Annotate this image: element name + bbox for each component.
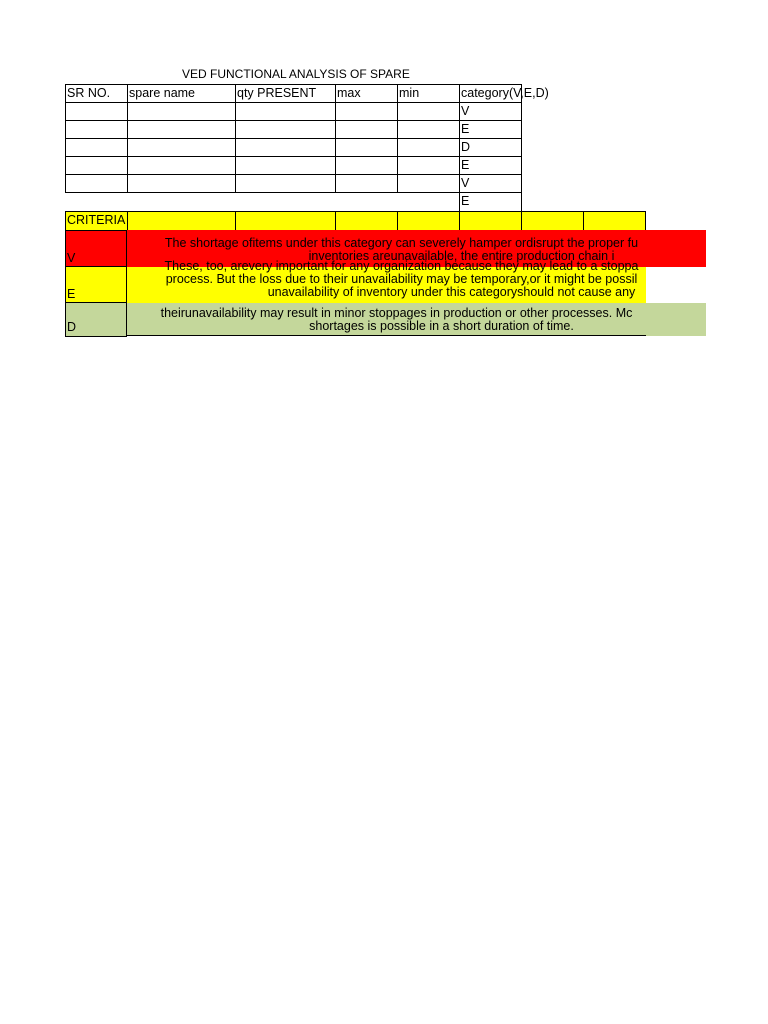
- table-cell[interactable]: [235, 120, 336, 139]
- criteria-v-line1: The shortage ofitems under this category can severely hamper ordisrupt the proper fu: [164, 236, 639, 250]
- table-cell[interactable]: [335, 120, 398, 139]
- criteria-cell[interactable]: [335, 211, 398, 231]
- table-cell[interactable]: [127, 102, 236, 121]
- category-cell[interactable]: E: [459, 120, 522, 139]
- header-sr-no[interactable]: SR NO.: [65, 84, 128, 103]
- criteria-d-letter: D: [67, 320, 77, 334]
- table-cell[interactable]: [65, 120, 128, 139]
- category-cell[interactable]: E: [459, 192, 522, 212]
- table-cell[interactable]: [235, 138, 336, 157]
- table-cell[interactable]: [65, 102, 128, 121]
- criteria-v-letter-cell[interactable]: [65, 230, 127, 267]
- criteria-e-letter-cell[interactable]: [65, 266, 127, 303]
- criteria-v-letter: V: [67, 251, 76, 265]
- table-cell[interactable]: [335, 138, 398, 157]
- table-cell[interactable]: [127, 174, 236, 193]
- criteria-e-line2: unavailability of inventory under this categoryshould not cause any: [267, 285, 636, 299]
- sheet-title: VED FUNCTIONAL ANALYSIS OF SPARE: [182, 67, 410, 81]
- criteria-cell[interactable]: [127, 211, 236, 231]
- category-cell[interactable]: E: [459, 156, 522, 175]
- table-cell[interactable]: [335, 102, 398, 121]
- table-cell[interactable]: [127, 138, 236, 157]
- criteria-cell[interactable]: [459, 211, 522, 231]
- criteria-cell[interactable]: [583, 211, 646, 231]
- criteria-e-line0: These, too, arevery important for any organization because they may lead to a stoppa: [164, 259, 639, 273]
- criteria-d-line1: theirunavailability may result in minor stoppages in production or other processes. Mc: [160, 306, 633, 320]
- criteria-cell[interactable]: [397, 211, 460, 231]
- table-cell[interactable]: [235, 156, 336, 175]
- criteria-d-letter-cell[interactable]: [65, 302, 127, 337]
- header-category[interactable]: category(V,E,D): [459, 84, 522, 103]
- table-cell[interactable]: [127, 120, 236, 139]
- header-qty-present[interactable]: qty PRESENT: [235, 84, 336, 103]
- table-cell[interactable]: [65, 156, 128, 175]
- criteria-label[interactable]: CRITERIA: [65, 211, 128, 231]
- criteria-e-line1: process. But the loss due to their unavailability may be temporary,or it might be possil: [165, 272, 638, 286]
- table-cell[interactable]: [397, 102, 460, 121]
- table-cell[interactable]: [397, 174, 460, 193]
- table-cell[interactable]: [65, 174, 128, 193]
- header-max[interactable]: max: [335, 84, 398, 103]
- criteria-cell[interactable]: [521, 211, 584, 231]
- table-cell[interactable]: [235, 174, 336, 193]
- table-cell[interactable]: [65, 138, 128, 157]
- header-min[interactable]: min: [397, 84, 460, 103]
- category-cell[interactable]: V: [459, 102, 522, 121]
- criteria-d-line2: shortages is possible in a short duration of time.: [309, 319, 574, 333]
- criteria-e-letter: E: [67, 287, 76, 301]
- criteria-cell[interactable]: [235, 211, 336, 231]
- criteria-d-text[interactable]: [127, 304, 646, 335]
- criteria-d-bottom-border: [127, 335, 646, 336]
- table-cell[interactable]: [335, 174, 398, 193]
- category-cell[interactable]: D: [459, 138, 522, 157]
- table-cell[interactable]: [397, 120, 460, 139]
- criteria-v-line2: inventories areunavailable, the entire production chain i: [308, 249, 615, 263]
- table-cell[interactable]: [397, 138, 460, 157]
- table-cell[interactable]: [397, 156, 460, 175]
- criteria-e-text[interactable]: [127, 259, 646, 303]
- table-cell[interactable]: [235, 102, 336, 121]
- table-cell[interactable]: [335, 156, 398, 175]
- header-spare-name[interactable]: spare name: [127, 84, 236, 103]
- category-cell[interactable]: V: [459, 174, 522, 193]
- table-cell[interactable]: [127, 156, 236, 175]
